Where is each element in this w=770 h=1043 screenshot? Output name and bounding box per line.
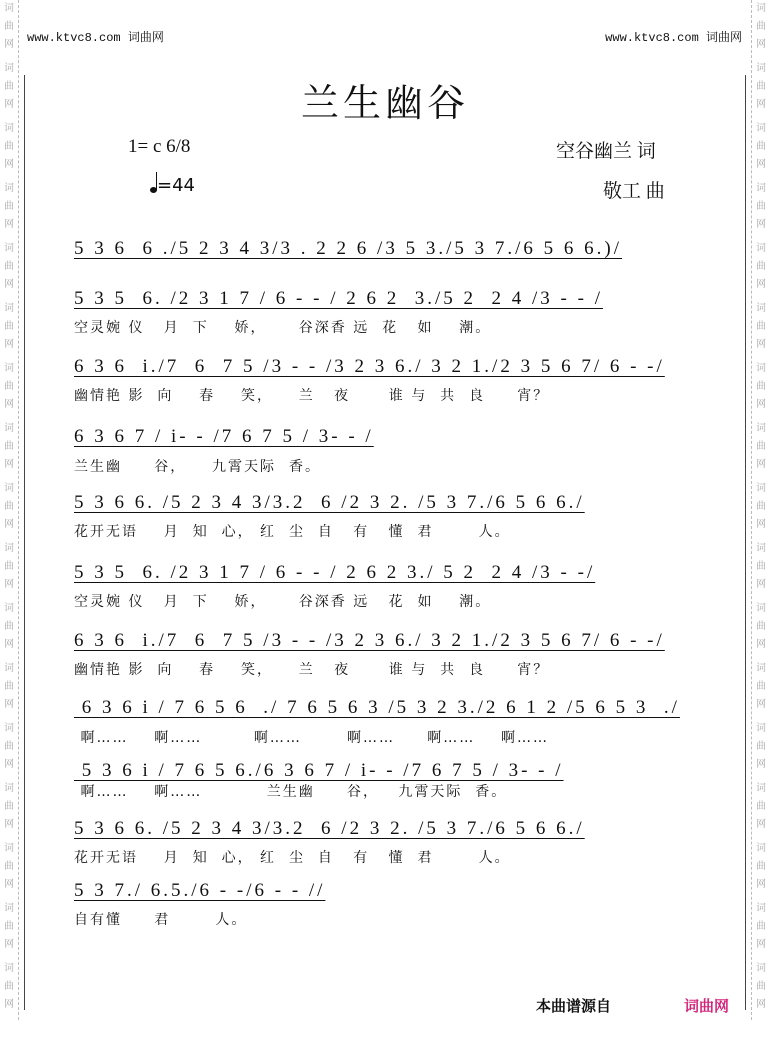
frame-line-left [24, 75, 25, 1010]
side-watermark-text: 词 曲 网 [4, 303, 14, 350]
key-signature: 1= c 6/8 [128, 136, 191, 157]
side-watermark-text: 词 曲 网 [756, 843, 766, 890]
notation-line: 6 3 6 i./7 6 7 5 /3 - - /3 2 3 6./ 3 2 1./2 3 5 6 7/ 6 - -/ [74, 630, 665, 651]
side-watermark-text: 词 曲 网 [756, 783, 766, 830]
lyrics-line: 啊…… 啊…… 兰生幽 谷， 九霄天际 香。 [74, 784, 508, 800]
side-watermark-text: 词 曲 网 [4, 903, 14, 950]
side-watermark-text: 词 曲 网 [4, 243, 14, 290]
side-watermark-text: 词 曲 网 [756, 663, 766, 710]
side-watermark-text: 词 曲 网 [756, 63, 766, 110]
tempo-value: =44 [157, 175, 195, 196]
side-watermark-text: 词 曲 网 [4, 963, 14, 1010]
watermark-right: www.ktvc8.com 词曲网 [605, 31, 742, 45]
lyrics-line: 空灵婉 仪 月 下 娇， 谷深香 远 花 如 潮。 [74, 594, 492, 610]
lyrics-line: 空灵婉 仪 月 下 娇， 谷深香 远 花 如 潮。 [74, 320, 492, 336]
side-watermark-text: 词 曲 网 [756, 903, 766, 950]
frame-line-right [745, 75, 746, 1010]
side-watermark-text: 词 曲 网 [4, 483, 14, 530]
side-watermark-text: 词 曲 网 [4, 3, 14, 50]
side-watermark-text: 词 曲 网 [756, 3, 766, 50]
lyricist: 空谷幽兰 词 [556, 141, 656, 162]
tempo-marking [150, 175, 195, 196]
lyrics-line: 自有懂 君 人。 [74, 912, 248, 928]
side-watermark-text: 词 曲 网 [4, 783, 14, 830]
side-watermark-text: 词 曲 网 [4, 543, 14, 590]
side-watermark-text: 词 曲 网 [756, 603, 766, 650]
lyrics-line: 兰生幽 谷， 九霄天际 香。 [74, 459, 321, 475]
side-watermark-text: 词 曲 网 [756, 543, 766, 590]
lyrics-line: 幽情艳 影 向 春 笑， 兰 夜 谁 与 共 良 宵？ [74, 662, 550, 678]
lyrics-line: 花开无语 月 知 心， 红 尘 自 有 懂 君 人。 [74, 524, 511, 540]
source-site-link[interactable]: 词曲网 [684, 997, 730, 1015]
side-watermark-text: 词 曲 网 [4, 123, 14, 170]
lyrics-line: 花开无语 月 知 心， 红 尘 自 有 懂 君 人。 [74, 850, 511, 866]
notation-line: 6 3 6 i / 7 6 5 6 ./ 7 6 5 6 3 /5 3 2 3./2 6 1 2 /5 6 5 3 ./ [74, 697, 680, 718]
notation-line: 5 3 6 6. /5 2 3 4 3/3.2 6 /2 3 2. /5 3 7./6 5 6 6./ [74, 492, 585, 513]
side-watermark-text: 词 曲 网 [4, 423, 14, 470]
side-watermark-text: 词 曲 网 [4, 723, 14, 770]
notation-line: 5 3 6 i / 7 6 5 6./6 3 6 7 / i- - /7 6 7 5 / 3- - / [74, 760, 564, 781]
notation-line: 5 3 6 6. /5 2 3 4 3/3.2 6 /2 3 2. /5 3 7./6 5 6 6./ [74, 818, 585, 839]
side-watermark-text: 词 曲 网 [756, 123, 766, 170]
source-label: 本曲谱源自 [536, 997, 612, 1015]
side-watermark-text: 词 曲 网 [4, 603, 14, 650]
notation-line: 5 3 5 6. /2 3 1 7 / 6 - - / 2 6 2 3./5 2 2 4 /3 - - / [74, 288, 603, 309]
composer: 敬工 曲 [603, 181, 665, 202]
notation-line: 5 3 6 6 ./5 2 3 4 3/3 . 2 2 6 /3 5 3./5 3 7./6 5 6 6.)/ [74, 238, 622, 259]
notation-line: 6 3 6 7 / i- - /7 6 7 5 / 3- - / [74, 426, 374, 447]
side-watermark-text: 词 曲 网 [756, 363, 766, 410]
side-watermark-text: 词 曲 网 [756, 483, 766, 530]
side-watermark-text: 词 曲 网 [756, 423, 766, 470]
side-watermark-text: 词 曲 网 [756, 243, 766, 290]
side-watermark-text: 词 曲 网 [4, 63, 14, 110]
side-watermark-text: 词 曲 网 [756, 183, 766, 230]
watermark-left: www.ktvc8.com 词曲网 [27, 31, 164, 45]
side-watermark-text: 词 曲 网 [756, 723, 766, 770]
side-watermark-text: 词 曲 网 [4, 363, 14, 410]
lyrics-line: 幽情艳 影 向 春 笑， 兰 夜 谁 与 共 良 宵？ [74, 388, 550, 404]
side-watermark-right [751, 0, 770, 1020]
lyrics-line: 啊…… 啊…… 啊…… 啊…… 啊…… 啊…… [74, 730, 550, 746]
side-watermark-left [0, 0, 19, 1020]
side-watermark-text: 词 曲 网 [756, 303, 766, 350]
side-watermark-text: 词 曲 网 [4, 843, 14, 890]
notation-line: 5 3 5 6. /2 3 1 7 / 6 - - / 2 6 2 3./ 5 2 2 4 /3 - -/ [74, 562, 596, 583]
side-watermark-text: 词 曲 网 [756, 963, 766, 1010]
side-watermark-text: 词 曲 网 [4, 183, 14, 230]
quarter-note-icon [150, 187, 157, 193]
song-title: 兰生幽谷 [300, 81, 469, 125]
side-watermark-text: 词 曲 网 [4, 663, 14, 710]
notation-line: 6 3 6 i./7 6 7 5 /3 - - /3 2 3 6./ 3 2 1./2 3 5 6 7/ 6 - -/ [74, 356, 665, 377]
notation-line: 5 3 7./ 6.5./6 - -/6 - - // [74, 880, 326, 901]
